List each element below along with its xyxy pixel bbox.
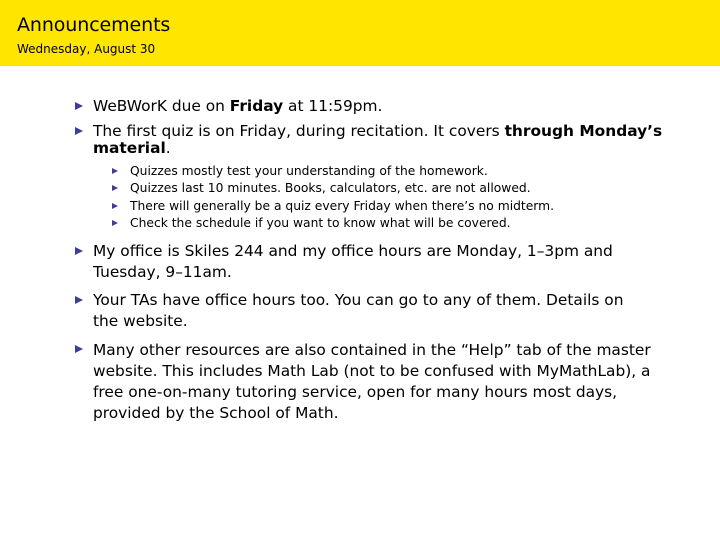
triangle-bullet-icon	[75, 247, 83, 255]
list-item	[93, 96, 683, 117]
triangle-bullet-icon	[75, 127, 83, 135]
triangle-bullet-icon	[112, 220, 118, 226]
sub-list-item: Quizzes last 10 minutes. Books, calculators, etc. are not allowed.	[130, 181, 531, 195]
slide-subtitle: Wednesday, August 30	[17, 42, 156, 56]
triangle-bullet-icon	[112, 168, 118, 174]
sub-list-item: Check the schedule if you want to know what will be covered.	[130, 216, 511, 230]
item-bold-text: Friday	[229, 97, 284, 115]
sub-list-item: There will generally be a quiz every Friday when there’s no midterm.	[130, 199, 555, 213]
list-item: My office is Skiles 244 and my office hours are Monday, 1–3pm and Tuesday, 9–11am.	[93, 242, 613, 281]
list-item	[93, 123, 683, 157]
sub-list-item: Quizzes mostly test your understanding of the homework.	[130, 164, 488, 178]
item-bold-text: through Monday’s material	[93, 122, 663, 157]
list-item: Many other resources are also contained in the “Help” tab of the master website. This includes Math Lab (not to be confused with MyMathLab), a free one-on-many tutoring service, open for many hours most days, provided by the School of Math.	[93, 341, 651, 422]
triangle-bullet-icon	[112, 185, 118, 191]
item-text: The first quiz is on Friday, during recitation. It covers	[93, 122, 505, 140]
triangle-bullet-icon	[75, 296, 83, 304]
list-item: Your TAs have office hours too. You can go to any of them. Details on the website.	[93, 291, 624, 330]
item-text: at 11:59pm.	[283, 97, 383, 115]
triangle-bullet-icon	[112, 203, 118, 209]
slide-title: Announcements	[17, 14, 171, 36]
slide-header	[0, 0, 720, 66]
item-text: WeBWorK due on	[93, 97, 230, 115]
triangle-bullet-icon	[75, 345, 83, 353]
triangle-bullet-icon	[75, 102, 83, 110]
item-text: .	[165, 139, 171, 157]
